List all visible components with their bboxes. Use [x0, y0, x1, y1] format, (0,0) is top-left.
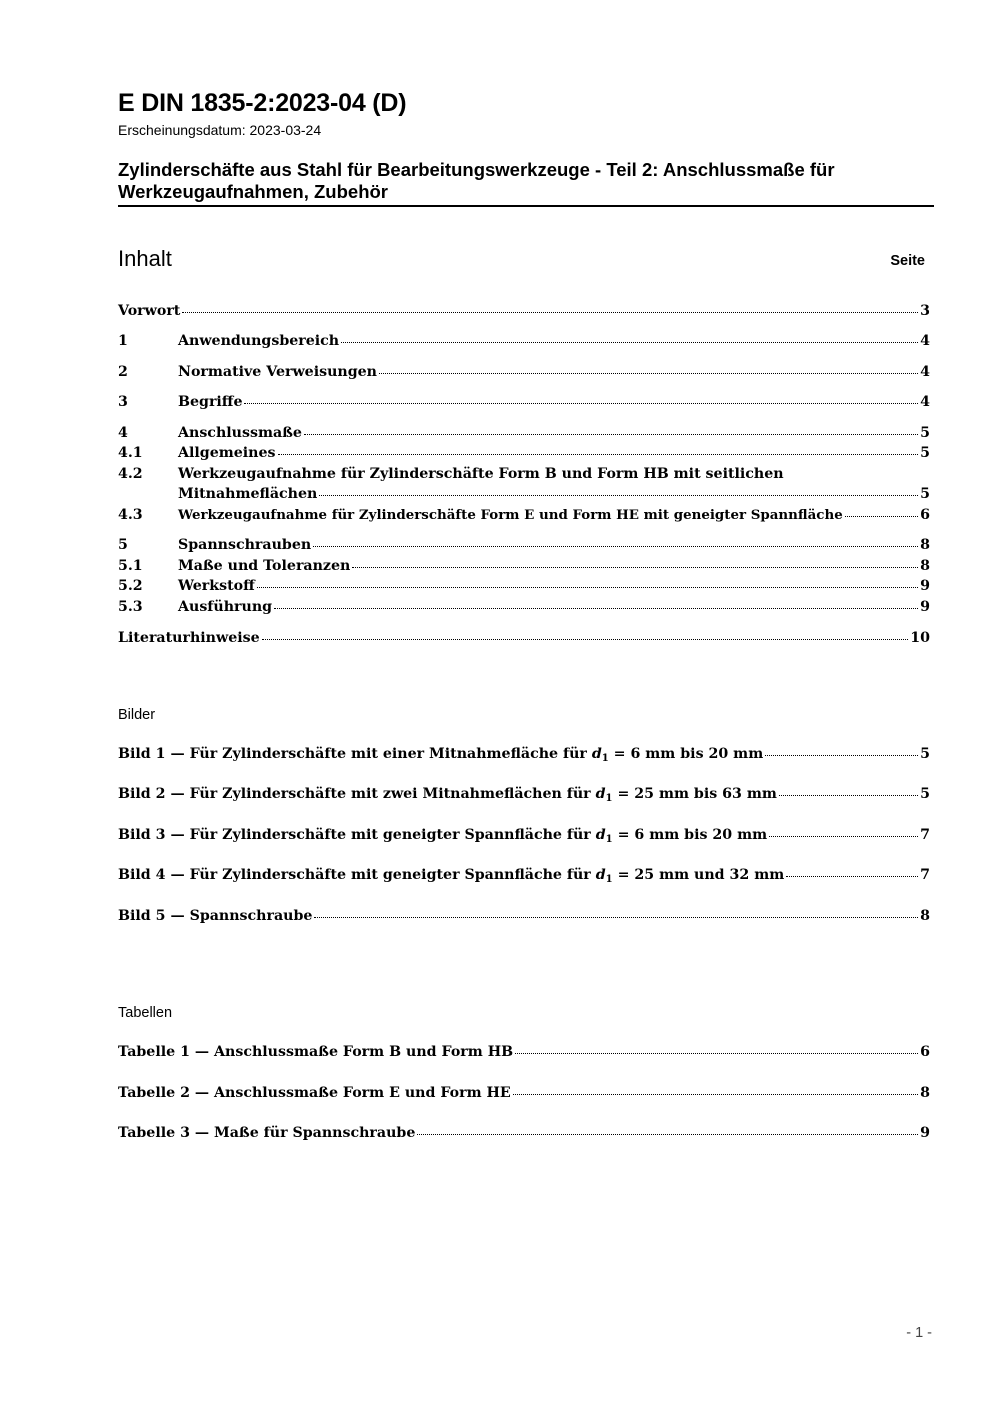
toc-entry-vorwort[interactable] — [118, 303, 930, 319]
table-entry-text: Tabelle 2 — Anschlussmaße Form E und Form HE — [118, 1085, 511, 1101]
figure-entry-prefix: Bild 2 — Für Zylinderschäfte mit zwei Mitnahmeflächen für — [118, 786, 596, 802]
toc-leader — [278, 453, 919, 455]
toc-entry-5-3[interactable] — [118, 599, 930, 615]
toc-entry-4-1[interactable] — [118, 445, 930, 461]
toc-leader — [244, 402, 918, 404]
toc-leader — [515, 1052, 918, 1054]
toc-leader — [779, 794, 918, 796]
figure-entry-prefix: Bild 1 — Für Zylinderschäfte mit einer Mitnahmefläche für — [118, 746, 592, 762]
toc-leader — [182, 311, 918, 313]
toc-entry-number: 3 — [118, 394, 128, 410]
figure-entry-5[interactable] — [118, 908, 930, 924]
figure-entry-3[interactable] — [118, 827, 930, 845]
toc-entry-text: Anschlussmaße — [178, 425, 302, 441]
table-entry-page: 8 — [920, 1085, 930, 1101]
toc-entry-text: Normative Verweisungen — [178, 364, 377, 380]
toc-leader — [262, 638, 909, 640]
toc-entry-number: 5 — [118, 537, 128, 553]
toc-leader — [765, 754, 918, 756]
figure-entry-page: 7 — [920, 867, 930, 883]
toc-leader — [319, 494, 918, 496]
toc-entry-4-3[interactable] — [118, 507, 930, 523]
table-entry-page: 6 — [920, 1044, 930, 1060]
figure-entry-prefix: Bild 4 — Für Zylinderschäfte mit geneigter Spannfläche für — [118, 867, 596, 883]
variable-subscript: 1 — [605, 834, 613, 845]
figure-entry-4[interactable] — [118, 867, 930, 885]
toc-entry-5[interactable] — [118, 537, 930, 553]
toc-leader — [845, 515, 918, 517]
variable-subscript: 1 — [601, 753, 609, 764]
figure-entry-suffix: = 6 mm bis 20 mm — [608, 746, 764, 762]
toc-entry-number: 4.2 — [118, 466, 143, 482]
toc-entry-page: 4 — [920, 364, 930, 380]
toc-entry-4-2-continuation[interactable] — [178, 486, 930, 502]
document-id: E DIN 1835-2:2023-04 (D) — [118, 89, 407, 117]
toc-entry-text: Werkzeugaufnahme für Zylinderschäfte Form B und Form HB mit seitlichen — [178, 466, 784, 482]
table-entry-2[interactable] — [118, 1085, 930, 1101]
toc-entry-page: 8 — [920, 558, 930, 574]
toc-entry-number: 1 — [118, 333, 128, 349]
toc-entry-2[interactable] — [118, 364, 930, 380]
variable-d: d — [595, 827, 606, 843]
figure-entry-text — [118, 746, 763, 764]
toc-entry-number: 4.1 — [118, 445, 143, 461]
toc-leader — [352, 566, 918, 568]
toc-entry-text: Maße und Toleranzen — [178, 558, 351, 574]
figure-entry-text — [118, 827, 767, 845]
toc-leader — [769, 835, 918, 837]
toc-leader — [274, 607, 918, 609]
figure-entry-page: 5 — [920, 786, 930, 802]
figure-entry-prefix: Bild 3 — Für Zylinderschäfte mit geneigter Spannfläche für — [118, 827, 596, 843]
toc-entry-1[interactable] — [118, 333, 930, 349]
figure-entry-suffix: = 25 mm bis 63 mm — [612, 786, 777, 802]
page-column-label: Seite — [890, 253, 925, 269]
toc-entry-4[interactable] — [118, 425, 930, 441]
toc-entry-page: 9 — [920, 578, 930, 594]
toc-entry-page: 4 — [920, 394, 930, 410]
toc-entry-page: 9 — [920, 599, 930, 615]
toc-entry-page: 5 — [920, 445, 930, 461]
toc-entry-page: 5 — [920, 425, 930, 441]
toc-leader — [786, 875, 918, 877]
toc-entry-text: Ausführung — [178, 599, 273, 615]
figure-entry-text — [118, 786, 777, 804]
toc-entry-text: Anwendungsbereich — [178, 333, 340, 349]
toc-leader — [513, 1093, 918, 1095]
variable-d: d — [595, 786, 606, 802]
toc-entry-number: 5.1 — [118, 558, 143, 574]
publication-date: Erscheinungsdatum: 2023-03-24 — [118, 122, 322, 138]
toc-entry-text: Mitnahmeflächen — [178, 486, 318, 502]
toc-heading: Inhalt — [118, 246, 172, 271]
table-entry-page: 9 — [920, 1125, 930, 1141]
figure-entry-page: 8 — [920, 908, 930, 924]
toc-entry-page: 4 — [920, 333, 930, 349]
toc-entry-number: 4.3 — [118, 507, 143, 523]
toc-entry-text: Allgemeines — [178, 445, 276, 461]
toc-entry-number: 5.2 — [118, 578, 143, 594]
tables-section-label: Tabellen — [118, 1005, 173, 1021]
toc-entry-number: 2 — [118, 364, 128, 380]
toc-leader — [314, 916, 918, 918]
toc-leader — [313, 545, 918, 547]
toc-entry-number: 5.3 — [118, 599, 143, 615]
variable-subscript: 1 — [605, 874, 613, 885]
toc-entry-4-2[interactable] — [118, 466, 930, 482]
figures-section-label: Bilder — [118, 707, 156, 723]
variable-d: d — [595, 867, 606, 883]
toc-entry-text: Spannschrauben — [178, 537, 312, 553]
toc-entry-page: 3 — [920, 303, 930, 319]
figure-entry-1[interactable] — [118, 746, 930, 764]
page-number: - 1 - — [906, 1325, 932, 1341]
variable-d: d — [591, 746, 602, 762]
toc-entry-page: 8 — [920, 537, 930, 553]
toc-leader — [304, 433, 918, 435]
table-entry-1[interactable] — [118, 1044, 930, 1060]
toc-entry-text: Werkstoff — [178, 578, 255, 594]
toc-leader — [379, 372, 918, 374]
toc-entry-text: Literaturhinweise — [118, 630, 260, 646]
toc-entry-text: Werkzeugaufnahme für Zylinderschäfte Form E und Form HE mit geneigter Spannfläche — [178, 507, 843, 523]
table-entry-3[interactable] — [118, 1125, 930, 1141]
toc-entry-page: 10 — [910, 630, 930, 646]
toc-leader — [257, 586, 918, 588]
table-entry-text: Tabelle 1 — Anschlussmaße Form B und Form HB — [118, 1044, 514, 1060]
toc-entry-5-2[interactable] — [118, 578, 930, 594]
figure-entry-suffix: = 6 mm bis 20 mm — [612, 827, 768, 843]
figure-entry-page: 5 — [920, 746, 930, 762]
table-entry-text: Tabelle 3 — Maße für Spannschraube — [118, 1125, 416, 1141]
figure-entry-suffix: = 25 mm und 32 mm — [612, 867, 785, 883]
title-divider — [118, 205, 934, 207]
toc-leader — [417, 1133, 918, 1135]
variable-subscript: 1 — [605, 793, 613, 804]
figure-entry-page: 7 — [920, 827, 930, 843]
figure-entry-2[interactable] — [118, 786, 930, 804]
toc-entry-text: Begriffe — [178, 394, 243, 410]
toc-entry-page: 6 — [920, 507, 930, 523]
figure-entry-text: Bild 5 — Spannschraube — [118, 908, 313, 924]
toc-entry-text: Vorwort — [118, 303, 181, 319]
toc-entry-literaturhinweise[interactable] — [118, 630, 930, 646]
figure-entry-text — [118, 867, 784, 885]
document-title: Zylinderschäfte aus Stahl für Bearbeitungswerkzeuge - Teil 2: Anschlussmaße für Werkzeugaufnahmen, Zubehör — [118, 159, 835, 202]
toc-entry-number: 4 — [118, 425, 128, 441]
toc-entry-3[interactable] — [118, 394, 930, 410]
toc-entry-5-1[interactable] — [118, 558, 930, 574]
toc-entry-page: 5 — [920, 486, 930, 502]
toc-leader — [341, 341, 918, 343]
